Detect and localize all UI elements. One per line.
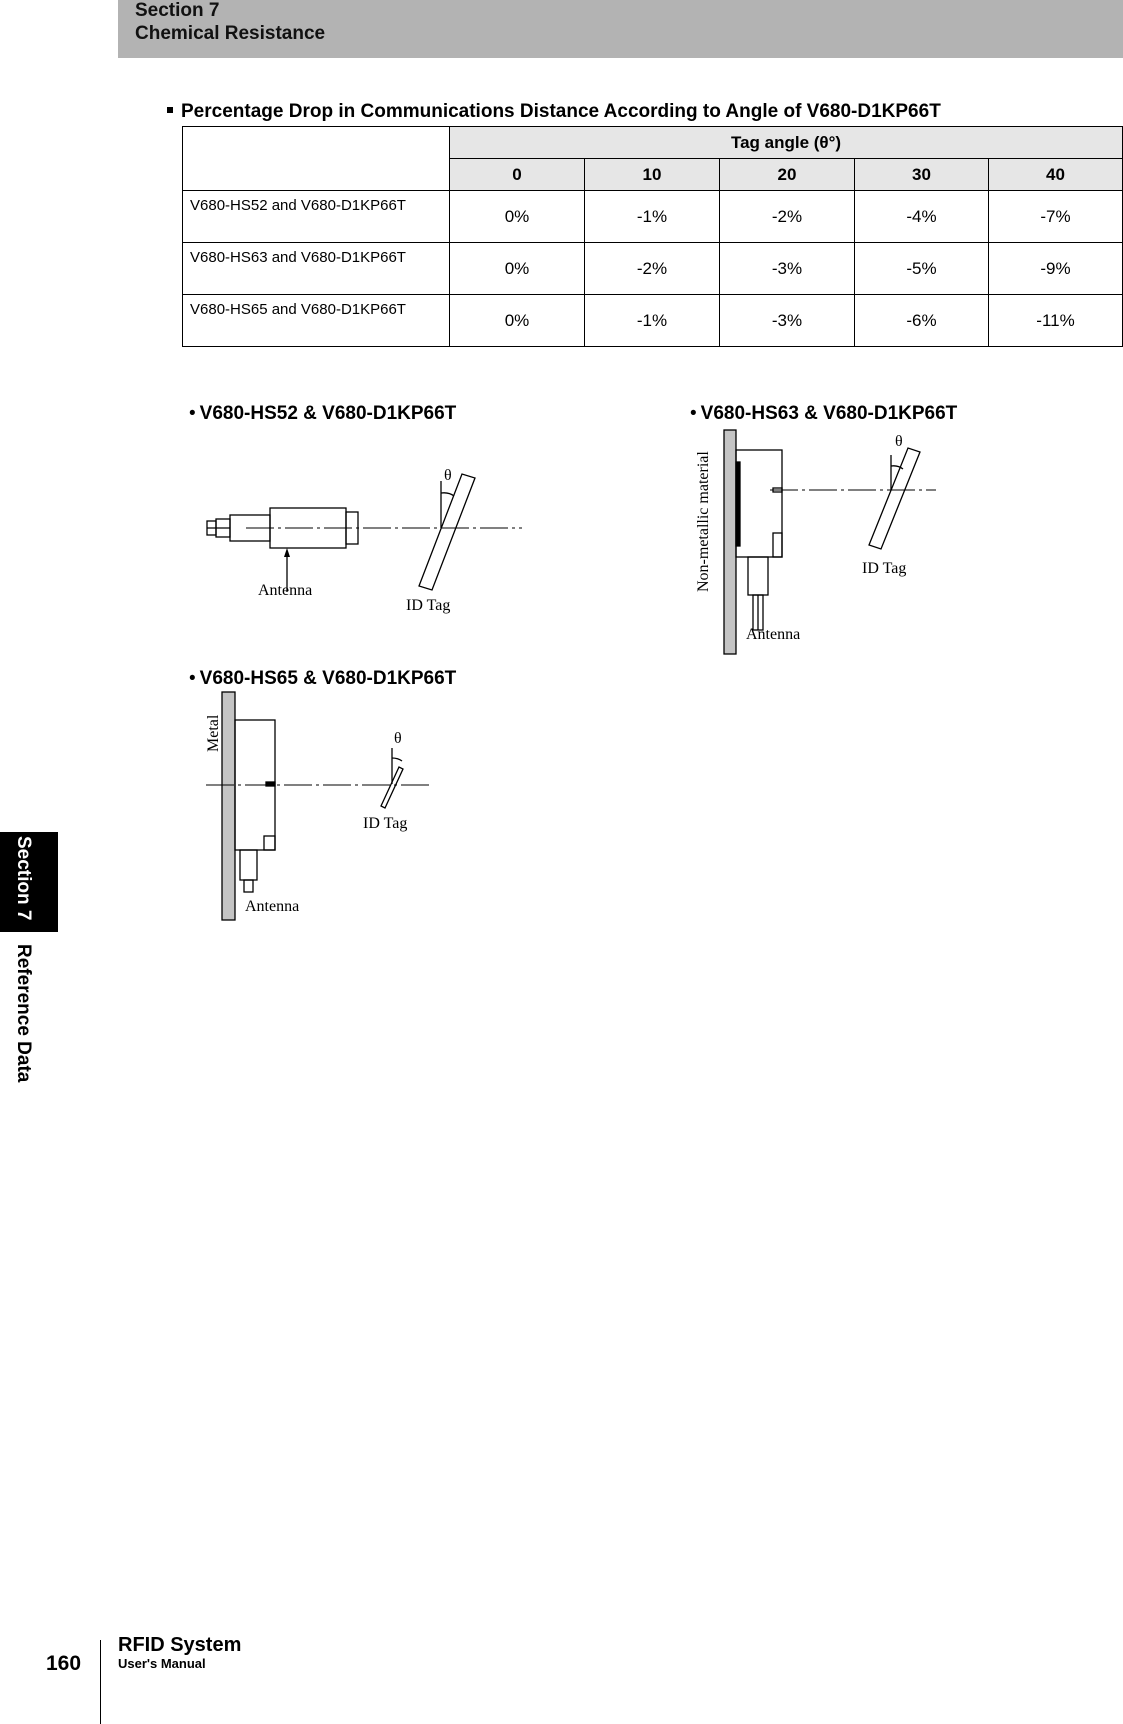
theta-label: θ (895, 433, 903, 450)
antenna-connector (240, 850, 257, 880)
material-label: Metal (205, 714, 222, 752)
side-tab-section: Section 7 (13, 836, 34, 921)
table-heading-text: Percentage Drop in Communications Distance According to Angle of V680-D1KP66T (181, 101, 941, 122)
table-cell: -9% (989, 243, 1123, 295)
table-cell: -2% (720, 191, 855, 243)
table-cell: -3% (720, 243, 855, 295)
section-title: Chemical Resistance (135, 23, 326, 44)
table-cell: -7% (989, 191, 1123, 243)
section-number: Section 7 (135, 0, 220, 21)
table-cell: -5% (855, 243, 989, 295)
page-number: 160 (46, 1652, 82, 1675)
table-cell: -6% (855, 295, 989, 347)
table-cell: -1% (585, 295, 720, 347)
id-tag-label: ID Tag (406, 597, 451, 614)
cable-segment (244, 880, 253, 892)
theta-label: θ (444, 467, 452, 484)
table-cell: 0% (450, 295, 585, 347)
tag-angle-header: Tag angle (θ°) (450, 127, 1123, 159)
side-tab-label: Reference Data (13, 944, 34, 1083)
row-label: V680-HS52 and V680-D1KP66T (183, 191, 450, 243)
table-cell: -2% (585, 243, 720, 295)
id-tag-label: ID Tag (862, 560, 907, 577)
bullet-dot-icon: • (189, 403, 196, 424)
bullet-dot-icon: • (189, 668, 196, 689)
bullet-dot-icon: • (690, 403, 697, 424)
row-label: V680-HS63 and V680-D1KP66T (183, 243, 450, 295)
diagram-title-hs63: • V680-HS63 & V680-D1KP66T (690, 403, 958, 424)
diagram-title-hs52: • V680-HS52 & V680-D1KP66T (189, 403, 457, 424)
table-cell: -4% (855, 191, 989, 243)
antenna-label: Antenna (245, 898, 300, 915)
material-label: Non-metallic material (695, 451, 712, 592)
angle-header: 40 (989, 159, 1123, 191)
table-cell: -11% (989, 295, 1123, 347)
table-cell: -1% (585, 191, 720, 243)
footer-subtitle: User's Manual (118, 1656, 206, 1671)
antenna-label: Antenna (258, 582, 313, 599)
row-label: V680-HS65 and V680-D1KP66T (183, 295, 450, 347)
diagram-title-hs65: • V680-HS65 & V680-D1KP66T (189, 668, 457, 689)
footer-title: RFID System (118, 1634, 242, 1656)
antenna-label: Antenna (746, 626, 801, 643)
id-tag-label: ID Tag (363, 815, 408, 832)
angle-header: 30 (855, 159, 989, 191)
footer-divider (100, 1640, 101, 1724)
angle-header: 10 (585, 159, 720, 191)
table-cell: 0% (450, 243, 585, 295)
angle-header: 0 (450, 159, 585, 191)
angle-header: 20 (720, 159, 855, 191)
theta-label: θ (394, 730, 402, 747)
table-cell: 0% (450, 191, 585, 243)
table-cell: -3% (720, 295, 855, 347)
metal-wall (222, 692, 235, 920)
